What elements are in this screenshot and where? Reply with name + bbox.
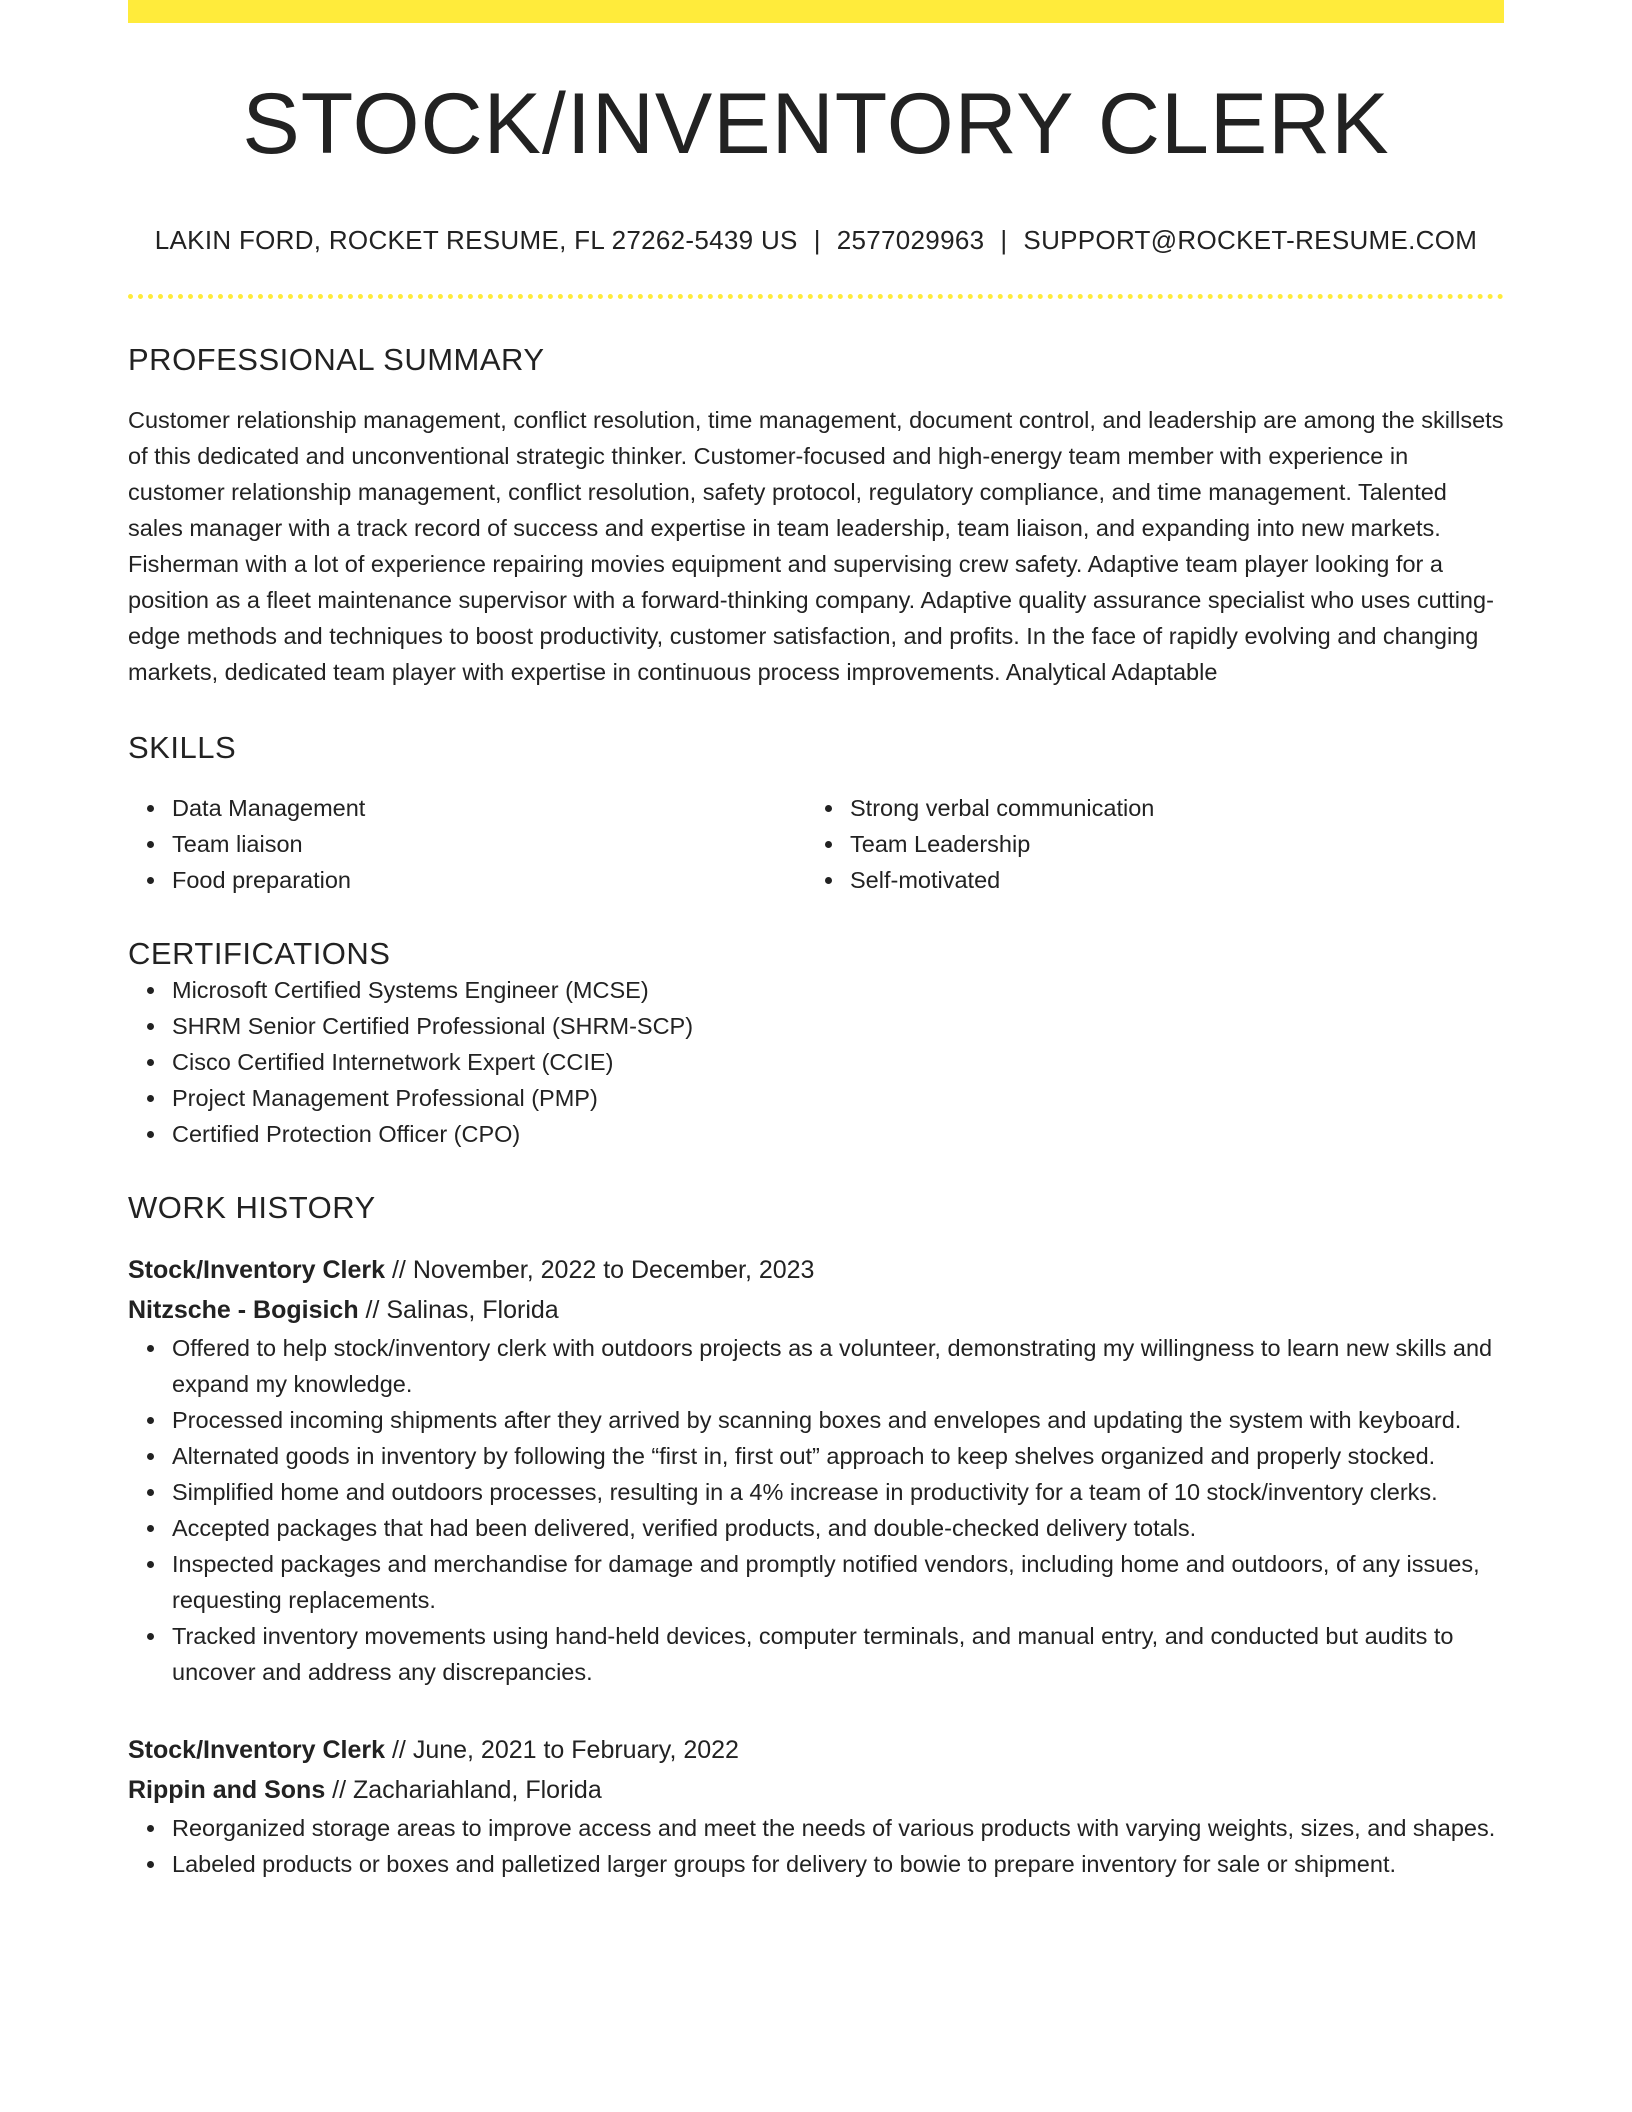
job-title: Stock/Inventory Clerk [128, 1736, 386, 1764]
certification-item: Certified Protection Officer (CPO) [172, 1116, 1504, 1152]
job-duty: Processed incoming shipments after they arrived by scanning boxes and envelopes and updating the system with keyboard. [172, 1402, 1504, 1438]
job-duty: Accepted packages that had been delivered, verified products, and double-checked delivery totals. [172, 1510, 1504, 1546]
job-company-line [128, 1770, 1504, 1810]
job-duty: Tracked inventory movements using hand-held devices, computer terminals, and manual entry, and conducted but audits to uncover and address any discrepancies. [172, 1618, 1504, 1690]
skill-item: Team Leadership [850, 826, 1484, 862]
resume-page [128, 0, 1504, 1882]
job-company: Rippin and Sons [128, 1776, 326, 1804]
skills-heading: SKILLS [128, 730, 237, 765]
summary-heading: PROFESSIONAL SUMMARY [128, 342, 545, 377]
contact-line [128, 225, 1504, 256]
job-duty: Alternated goods in inventory by following the “first in, first out” approach to keep shelves organized and properly stocked. [172, 1438, 1504, 1474]
certification-item: Cisco Certified Internetwork Expert (CCIE) [172, 1044, 1504, 1080]
header-divider [128, 294, 1504, 299]
job-duty: Inspected packages and merchandise for damage and promptly notified vendors, including home and outdoors, of any issues, requesting replacements. [172, 1546, 1504, 1618]
page-title: STOCK/INVENTORY CLERK [242, 76, 1390, 172]
job-duty: Labeled products or boxes and palletized larger groups for delivery to bowie to prepare inventory for sale or shipment. [172, 1846, 1504, 1882]
skills-column-right [806, 790, 1484, 898]
job-duty: Offered to help stock/inventory clerk with outdoors projects as a volunteer, demonstrating my willingness to learn new skills and expand my knowledge. [172, 1330, 1504, 1402]
contact-address: LAKIN FORD, ROCKET RESUME, FL 27262-5439 US [154, 225, 798, 255]
top-accent-bar [128, 0, 1504, 23]
certifications-list [128, 972, 1504, 1152]
skill-item: Food preparation [172, 862, 806, 898]
skill-item: Strong verbal communication [850, 790, 1484, 826]
job-title-line [128, 1250, 1504, 1290]
certifications-heading: CERTIFICATIONS [128, 936, 391, 971]
skill-item: Self-motivated [850, 862, 1484, 898]
contact-separator: | [1000, 225, 1008, 255]
job-location: // Zachariahland, Florida [325, 1776, 602, 1804]
job-duties-list [128, 1810, 1504, 1882]
skills-grid [128, 790, 1504, 898]
job-location: // Salinas, Florida [358, 1296, 559, 1324]
job-duties-list [128, 1330, 1504, 1690]
certification-item: SHRM Senior Certified Professional (SHRM-SCP) [172, 1008, 1504, 1044]
job-title: Stock/Inventory Clerk [128, 1256, 386, 1284]
job-duty: Simplified home and outdoors processes, resulting in a 4% increase in productivity for a team of 10 stock/inventory clerks. [172, 1474, 1504, 1510]
certification-item: Microsoft Certified Systems Engineer (MCSE) [172, 972, 1504, 1008]
contact-phone: 2577029963 [836, 225, 985, 255]
job-dates: // June, 2021 to February, 2022 [385, 1736, 739, 1764]
work-history-heading: WORK HISTORY [128, 1190, 376, 1225]
job-entry [128, 1730, 1504, 1882]
job-entry [128, 1250, 1504, 1690]
summary-text: Customer relationship management, conflict resolution, time management, document control, and leadership are among the skillsets of this dedicated and unconventional strategic thinker. Customer-focused and high-energy team member with experience in customer relationship management, conflict resolution, safety protocol, regulatory compliance, and time management. Talented sales manager with a track record of success and expertise in team leadership, team liaison, and expanding into new markets. Fisherman with a lot of experience repairing movies equipment and supervising crew safety. Adaptive team player looking for a position as a fleet maintenance supervisor with a forward-thinking company. Adaptive quality assurance specialist who uses cutting-edge methods and techniques to boost productivity, customer satisfaction, and profits. In the face of rapidly evolving and changing markets, dedicated team player with expertise in continuous process improvements. Analytical Adaptable [128, 407, 1504, 685]
contact-email: SUPPORT@ROCKET-RESUME.COM [1023, 225, 1478, 255]
certification-item: Project Management Professional (PMP) [172, 1080, 1504, 1116]
job-company-line [128, 1290, 1504, 1330]
job-company: Nitzsche - Bogisich [128, 1296, 359, 1324]
skill-item: Team liaison [172, 826, 806, 862]
contact-separator: | [813, 225, 821, 255]
job-duty: Reorganized storage areas to improve access and meet the needs of various products with varying weights, sizes, and shapes. [172, 1810, 1504, 1846]
job-title-line [128, 1730, 1504, 1770]
skill-item: Data Management [172, 790, 806, 826]
skills-column-left [128, 790, 806, 898]
job-dates: // November, 2022 to December, 2023 [385, 1256, 815, 1284]
